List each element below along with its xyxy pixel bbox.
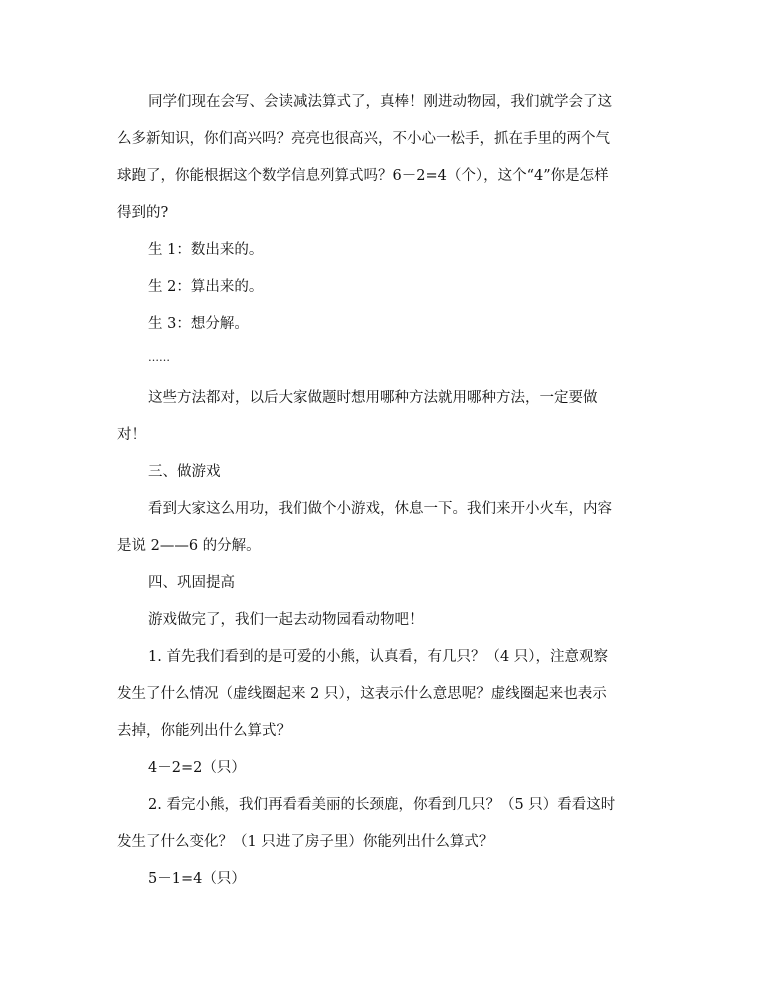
equation-1: 4－2=2（只） <box>148 760 246 776</box>
student-answer-2: 生 2：算出来的。 <box>148 279 264 295</box>
paragraph-game-line-1: 看到大家这么用功，我们做个小游戏，休息一下。我们来开小火车，内容 <box>148 501 612 517</box>
ellipsis: …… <box>148 351 170 364</box>
item-1-line-2: 发生了什么情况（虚线圈起来 2 只），这表示什么意思呢？虚线圈起来也表示 <box>117 686 607 702</box>
paragraph-zoo: 游戏做完了，我们一起去动物园看动物吧！ <box>148 612 424 628</box>
paragraph-methods-line-1: 这些方法都对，以后大家做题时想用哪种方法就用哪种方法，一定要做 <box>148 390 598 406</box>
paragraph-game-line-2: 是说 2——6 的分解。 <box>117 538 261 554</box>
paragraph-methods-line-2: 对！ <box>117 427 146 443</box>
equation-2: 5－1=4（只） <box>148 871 246 887</box>
student-answer-3: 生 3：想分解。 <box>148 316 249 332</box>
item-1-line-3: 去掉，你能列出什么算式？ <box>117 723 291 739</box>
paragraph-intro-line-3: 球跑了，你能根据这个数学信息列算式吗？6－2=4（个），这个“4”你是怎样 <box>117 168 609 184</box>
item-1-line-1: 1. 首先我们看到的是可爱的小熊，认真看，有几只？（4 只），注意观察 <box>148 649 609 665</box>
item-2-line-1: 2. 看完小熊，我们再看看美丽的长颈鹿，你看到几只？（5 只）看看这时 <box>148 797 616 813</box>
student-answer-1: 生 1：数出来的。 <box>148 242 264 258</box>
section-heading-game: 三、做游戏 <box>148 464 221 480</box>
paragraph-intro-line-2: 么多新知识，你们高兴吗？亮亮也很高兴，不小心一松手，抓在手里的两个气 <box>117 131 610 147</box>
item-2-line-2: 发生了什么变化？（1 只进了房子里）你能列出什么算式？ <box>117 834 494 850</box>
paragraph-intro-line-1: 同学们现在会写、会读减法算式了，真棒！刚进动物园，我们就学会了这 <box>148 94 612 110</box>
section-heading-consolidate: 四、巩固提高 <box>148 575 235 591</box>
paragraph-intro-line-4: 得到的? <box>117 205 169 221</box>
